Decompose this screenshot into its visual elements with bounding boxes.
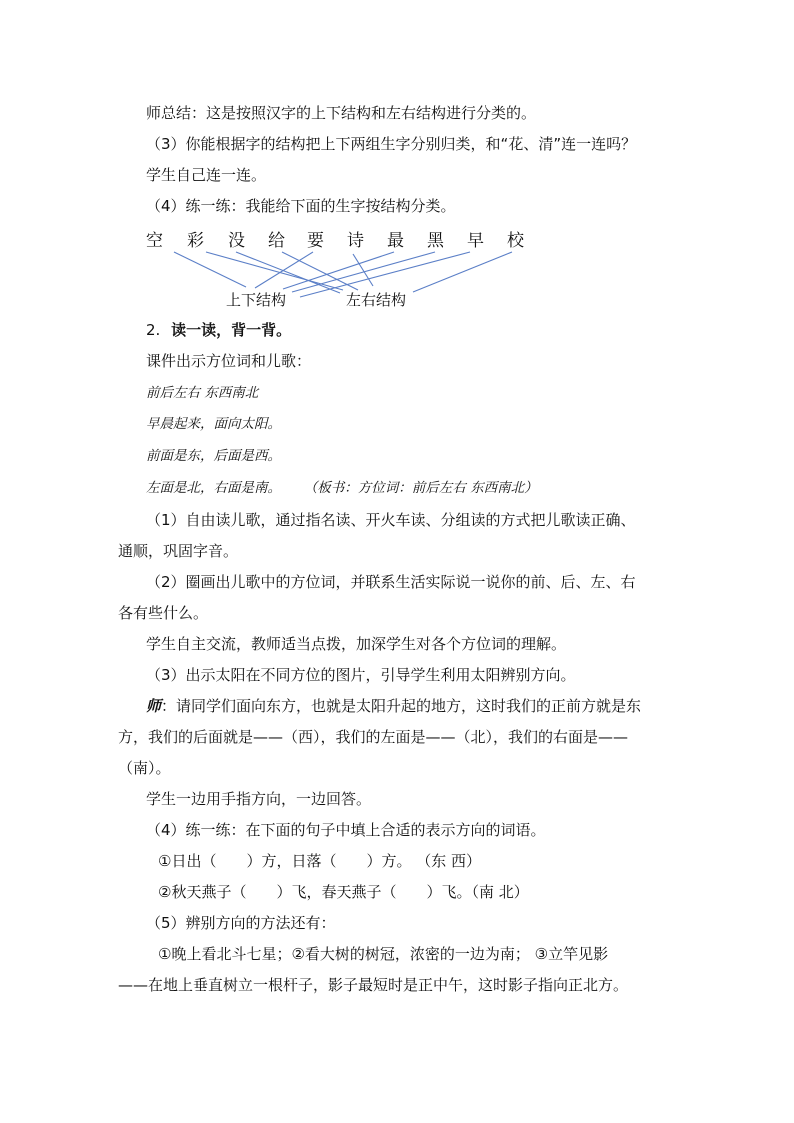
char-mei: 没	[228, 231, 245, 251]
poem-line-1: 前后左右 东西南北	[146, 385, 259, 401]
summary-line: 师总结：这是按照汉字的上下结构和左右结构进行分类的。	[146, 104, 537, 122]
char-gei: 给	[268, 231, 285, 251]
blackboard-note: （板书：方位词：前后左右 东西南北）	[303, 480, 538, 496]
link-cai	[206, 252, 343, 290]
teacher-line-b: 方，我们的后面就是——（西），我们的左面是——（北），我们的右面是——	[118, 728, 629, 746]
link-hei	[292, 252, 435, 292]
fill-question-1: ①日出（ ）方，日落（ ）方。 （东 西）	[158, 852, 481, 870]
poem-line-3: 前面是东，后面是西。	[146, 448, 281, 464]
link-yao	[255, 252, 313, 288]
student-connect-line: 学生自己连一连。	[146, 166, 267, 184]
section-2-title: 读一读，背一背。	[171, 321, 292, 339]
step-5-line: （5）辨别方向的方法还有：	[146, 914, 336, 932]
char-cai: 彩	[187, 231, 204, 251]
student-exchange-line: 学生自主交流，教师适当点拨，加深学生对各个方位词的理解。	[146, 635, 567, 653]
link-zui	[283, 252, 394, 289]
char-zao: 早	[467, 231, 484, 251]
step-1-line-a: （1）自由读儿歌，通过指名读、开火车读、分组读的方式把儿歌读正确、	[146, 511, 636, 529]
step-3-line: （3）出示太阳在不同方位的图片，引导学生利用太阳辨别方向。	[146, 666, 576, 684]
student-answer-line: 学生一边用手指方向，一边回答。	[146, 790, 372, 808]
label-top-bottom: 上下结构	[226, 291, 287, 309]
teacher-line-a	[146, 696, 641, 716]
fill-question-2: ②秋天燕子（ ）飞，春天燕子（ ）飞。（南 北）	[158, 883, 529, 901]
methods-line-a: ①晚上看北斗七星；②看大树的树冠，浓密的一边为南； ③立竿见影	[158, 945, 609, 963]
courseware-intro: 课件出示方位词和儿歌：	[146, 352, 312, 370]
connection-lines	[0, 0, 794, 330]
section-2-number: 2.	[146, 321, 161, 339]
teacher-line-c: （南）。	[118, 759, 171, 777]
section-2-heading	[146, 320, 291, 340]
char-hei: 黑	[427, 231, 444, 251]
practice-4-line: （4）练一练：我能给下面的生字按结构分类。	[146, 197, 456, 215]
practice-fill-line: （4）练一练：在下面的句子中填上合适的表示方向的词语。	[146, 821, 546, 839]
char-yao: 要	[307, 231, 324, 251]
char-shi: 诗	[347, 231, 364, 251]
char-zui: 最	[387, 231, 404, 251]
poem-line-4-row	[146, 477, 538, 498]
step-1-line-b: 通顺，巩固字音。	[118, 542, 239, 560]
teacher-label: 师	[146, 697, 162, 715]
step-2-line-a: （2）圈画出儿歌中的方位词，并联系生活实际说一说你的前、后、左、右	[146, 573, 636, 591]
label-left-right: 左右结构	[346, 291, 407, 309]
question-3-line: （3）你能根据字的结构把上下两组生字分别归类，和“花、清”连一连吗？	[146, 135, 637, 153]
link-kong	[174, 252, 246, 287]
link-xiao	[413, 252, 512, 292]
poem-line-2: 早晨起来，面向太阳。	[146, 416, 281, 432]
char-xiao: 校	[507, 231, 524, 251]
teacher-text: ：请同学们面向东方，也就是太阳升起的地方，这时我们的正前方就是东	[161, 697, 642, 715]
step-2-line-b: 各有些什么。	[118, 604, 209, 622]
poem-line-4: 左面是北，右面是南。	[146, 480, 281, 496]
methods-line-b: ——在地上垂直树立一根杆子，影子最短时是正中午，这时影子指向正北方。	[118, 976, 629, 994]
char-kong: 空	[146, 231, 163, 251]
